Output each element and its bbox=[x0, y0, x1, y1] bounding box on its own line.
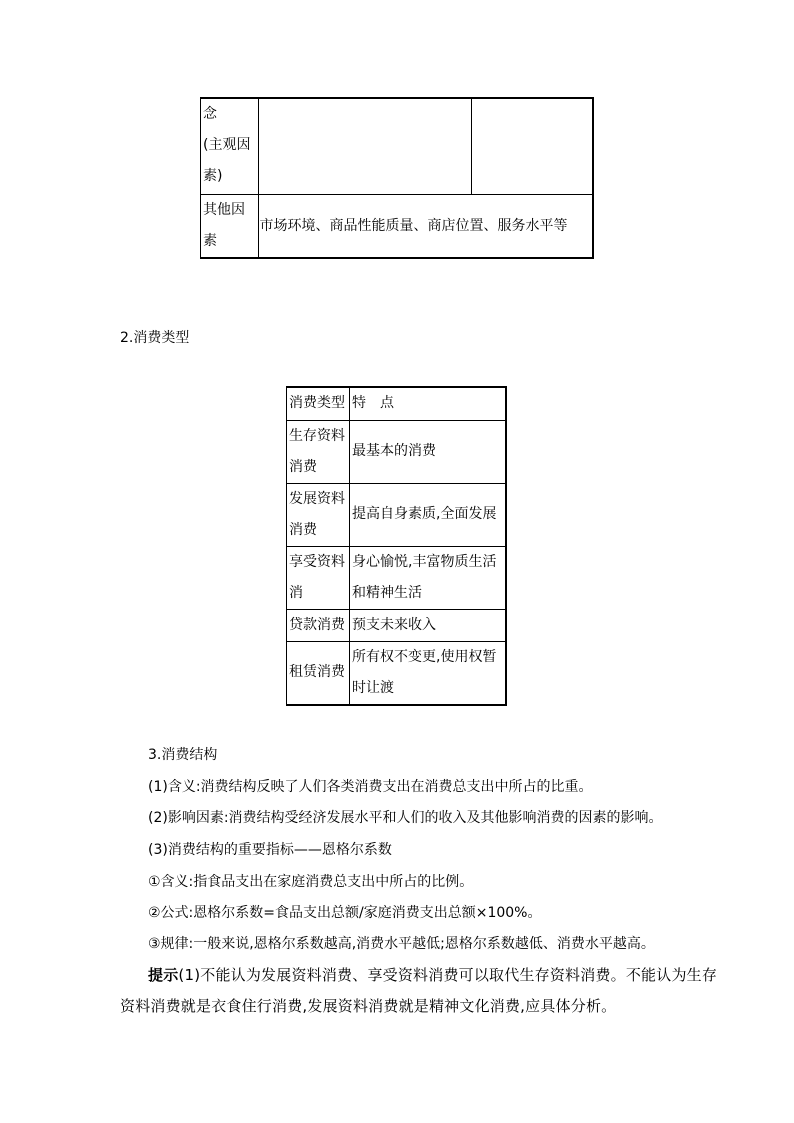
consumption-factors-table bbox=[200, 97, 594, 259]
section-title: 2.消费类型 bbox=[120, 330, 190, 346]
table-cell: 提高自身素质,全面发展 bbox=[350, 483, 507, 546]
paragraph-line: ②公式:恩格尔系数=食品支出总额/家庭消费支出总额×100%。 bbox=[148, 905, 542, 921]
table-header-cell: 特 点 bbox=[350, 387, 507, 420]
table-cell: 市场环境、商品性能质量、商店位置、服务水平等 bbox=[259, 195, 593, 259]
table-row bbox=[287, 483, 507, 546]
table-cell bbox=[259, 98, 471, 195]
table-row bbox=[201, 195, 594, 259]
paragraph-line: (3)消费结构的重要指标——恩格尔系数 bbox=[148, 842, 392, 858]
paragraph-line: ①含义:指食品支出在家庭消费总支出中所占的比例。 bbox=[148, 874, 474, 890]
table-cell: 最基本的消费 bbox=[350, 420, 507, 483]
table-cell: 生存资料 消费 bbox=[287, 420, 350, 483]
consumption-types-table bbox=[286, 386, 507, 706]
table-row bbox=[201, 98, 594, 195]
table-cell-label: 其他因 素 bbox=[201, 195, 259, 259]
hint-text: (1)不能认为发展资料消费、享受资料消费可以取代生存资料消费。不能认为生存 bbox=[178, 966, 718, 984]
table-cell: 贷款消费 bbox=[287, 609, 350, 641]
table-cell: 身心愉悦,丰富物质生活 和精神生活 bbox=[350, 546, 507, 609]
paragraph-line: ③规律:一般来说,恩格尔系数越高,消费水平越低;恩格尔系数越低、消费水平越高。 bbox=[148, 936, 655, 952]
hint-label: 提示 bbox=[148, 966, 179, 984]
hint-line: 资料消费就是衣食住行消费,发展资料消费就是精神文化消费,应具体分析。 bbox=[120, 997, 617, 1015]
table-row bbox=[287, 546, 507, 609]
table-header-cell: 消费类型 bbox=[287, 387, 350, 420]
table-cell bbox=[471, 98, 593, 195]
table-cell-label: 念 (主观因 素) bbox=[201, 98, 259, 195]
table-row bbox=[287, 420, 507, 483]
table-cell: 享受资料 消 bbox=[287, 546, 350, 609]
table-cell: 发展资料 消费 bbox=[287, 483, 350, 546]
table-cell: 预支未来收入 bbox=[350, 609, 507, 641]
hint-line bbox=[148, 964, 717, 985]
section-title: 3.消费结构 bbox=[148, 747, 218, 763]
paragraph-line: (2)影响因素:消费结构受经济发展水平和人们的收入及其他影响消费的因素的影响。 bbox=[148, 810, 663, 826]
table-header-row bbox=[287, 387, 507, 420]
paragraph-line: (1)含义:消费结构反映了人们各类消费支出在消费总支出中所占的比重。 bbox=[148, 779, 593, 795]
table-cell: 所有权不变更,使用权暂 时让渡 bbox=[350, 641, 507, 705]
table-row bbox=[287, 609, 507, 641]
table-cell: 租赁消费 bbox=[287, 641, 350, 705]
table-row bbox=[287, 641, 507, 705]
